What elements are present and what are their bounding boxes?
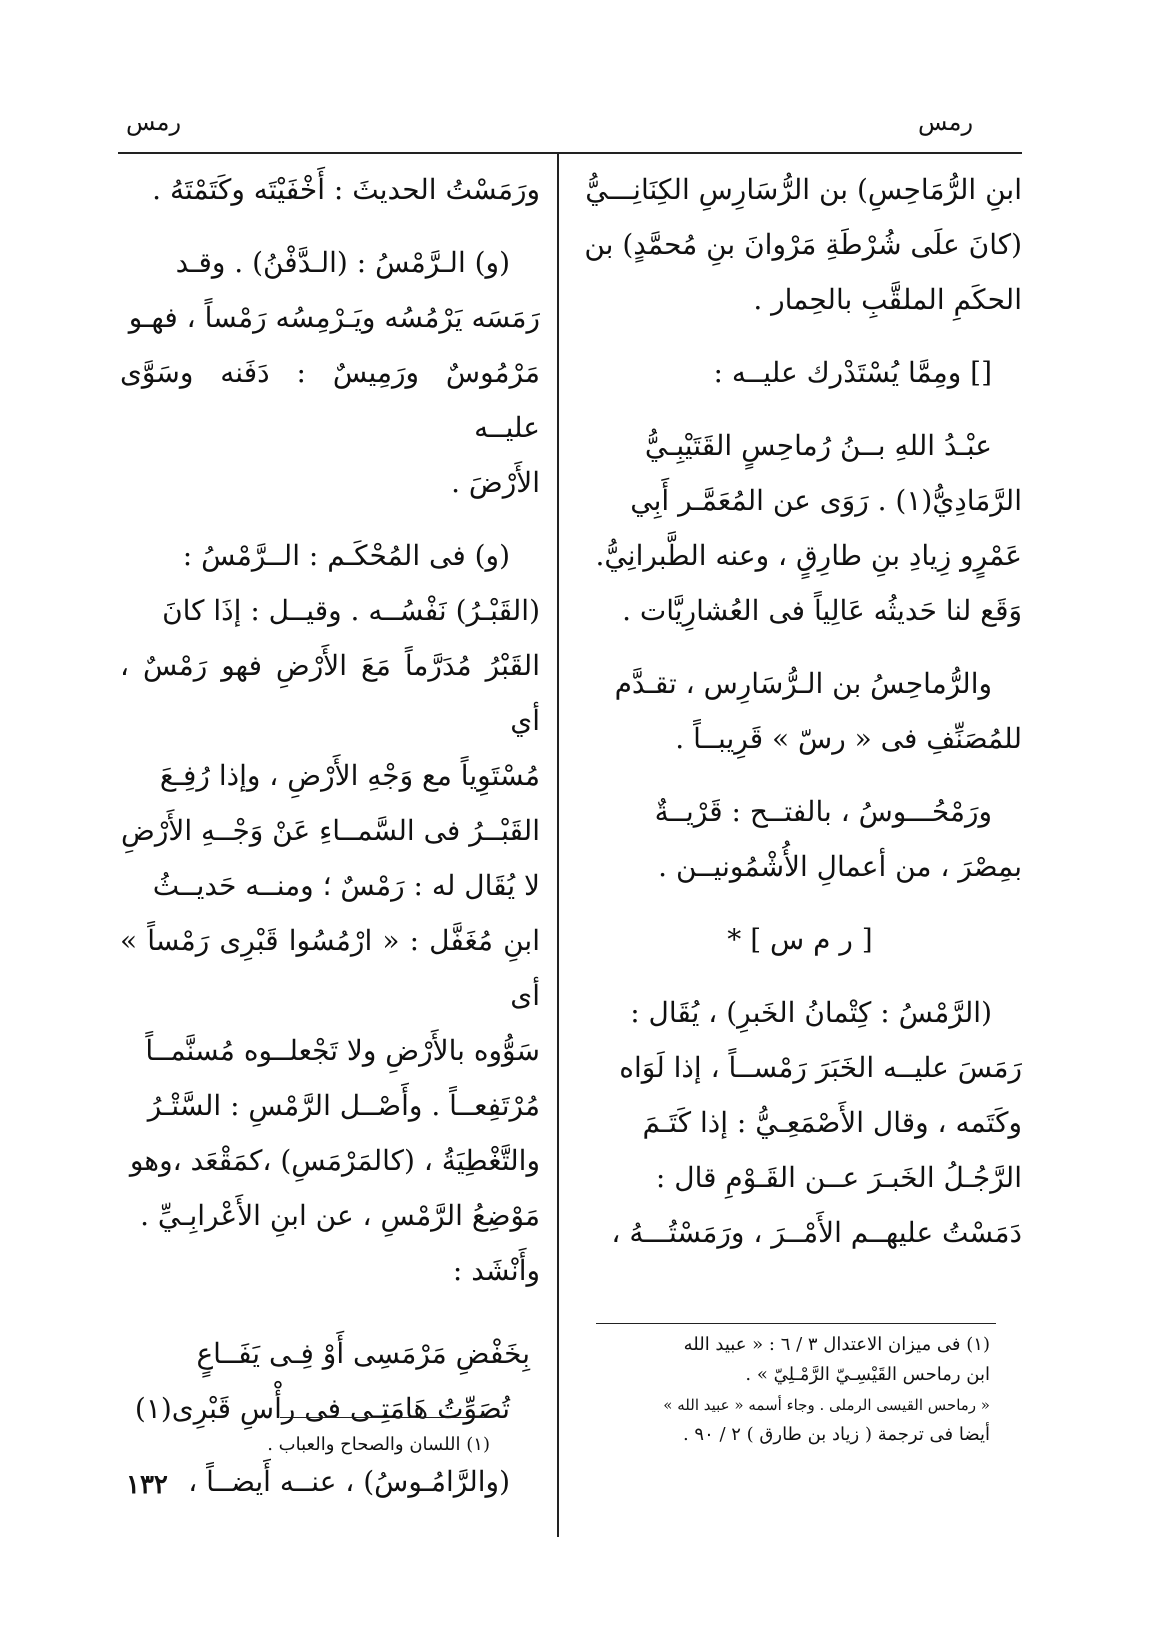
text-line: ابنِ مُغَفَّل : « ارْمُسُوا قَبْرِى رَمْساً » أى xyxy=(120,924,540,1012)
header-rule xyxy=(118,152,1022,154)
text-line: (كانَ علَى شُرْطَةِ مَرْوانَ بنِ مُحمَّدٍ) بن xyxy=(584,228,1022,261)
text-line: الحكَمِ الملقَّبِ بالحِمار . xyxy=(753,283,1022,316)
text-line: سَوُّوه بالأَرْضِ ولا تَجْعلــوه مُسنَّمــاً xyxy=(145,1034,540,1067)
text-line: رَمَسَ عليــه الخَبَرَ رَمْســاً ، إذا لَوَاه xyxy=(619,1051,1022,1084)
text-line: للمُصَنِّفِ فى « رسّ » قَرِيبــاً . xyxy=(675,722,1022,755)
text-line: ورَمَسْتُ الحديثَ : أَخْفَيْتَه وكَتَمْتَهُ . xyxy=(152,173,540,206)
text-line: مَوْضِعُ الرَّمْسِ ، عن ابنِ الأَعْرابِـيِّ . xyxy=(140,1199,540,1232)
text-line: الرَّجُـلُ الخَبـرَ عــن القَـوْمِ قال : xyxy=(655,1161,1022,1194)
text-line: وأَنْشَد : xyxy=(452,1254,540,1287)
text-line: (و) الـرَّمْسُ : (الـدَّفْنُ) . وقـد xyxy=(175,246,510,279)
footnote-line: أيضا فى ترجمة ( زياد بن طارق ) ٢ / ٩٠ . xyxy=(682,1424,990,1445)
footnote-rule-right xyxy=(596,1323,996,1324)
text-line: [] ومِمَّا يُسْتَدْرك عليــه : xyxy=(713,356,992,389)
text-line: الأَرْضَ . xyxy=(451,466,540,499)
text-line: لا يُقَال له : رَمْسٌ ؛ ومنــه حَديــثُ xyxy=(152,869,540,902)
text-line: والرُّماحِسُ بن الـرُّسَارِس ، تقـدَّم xyxy=(614,667,992,700)
text-line: وَقَع لنا حَديثُه عَالِياً فى العُشارِيَّات . xyxy=(622,594,1022,627)
footnote-line: « رماحس القيسى الرملى . وجاء أسمه « عبيد الله » xyxy=(663,1396,990,1414)
text-line: (الرَّمْسُ : كِتْمانُ الخَبرِ) ، يُقَال : xyxy=(630,996,992,1029)
page-number: ١٣٢ xyxy=(126,1470,168,1500)
footnote-right xyxy=(580,1330,990,1450)
text-line: القَبْــرُ فى السَّمــاءِ عَنْ وَجْــهِ الأَرْضِ xyxy=(121,814,540,847)
text-line: الرَّمَادِيُّ(١) . رَوَى عن المُعَمَّـر أَبِي xyxy=(630,484,1022,517)
text-line: (والرَّامُـوسُ) ، عنــه أَيضــاً ، xyxy=(188,1465,510,1498)
footnote-line: ابن رماحس القَيْسِـيّ الرَّمْـلِيّ » . xyxy=(745,1364,990,1385)
footnote-line: (١) فى ميزان الاعتدال ٣ / ٦ : « عبيد الله xyxy=(683,1334,990,1355)
text-line: وكَتَمه ، وقال الأَصْمَعِـيُّ : إذا كَتَـمَ xyxy=(642,1106,1022,1139)
text-line: دَمَسْتُ عليهــم الأَمْــرَ ، ورَمَسْتُـــهُ ، xyxy=(611,1216,1022,1249)
left-column xyxy=(120,162,540,1509)
footnote-rule-left xyxy=(280,1417,490,1418)
running-head-right: رمس xyxy=(918,108,974,136)
text-line: مَرْمُوسٌ ورَمِيسٌ : دَفَنه وسَوَّى عليــه xyxy=(120,356,540,444)
entry-heading: [ ر م س ] * xyxy=(727,923,873,956)
text-line: والتَّغْطِيَةُ ، (كالمَرْمَسِ) ،كمَقْعَد ،وهو xyxy=(129,1144,540,1177)
poem-verse: بِخَفْضِ مَرْمَسِى أَوْ فِـى يَفَــاعٍ xyxy=(196,1337,530,1370)
running-head-left: رمس xyxy=(126,108,182,136)
text-line: مُسْتَوِياً مع وَجْهِ الأَرْضِ ، وإذا رُفِـعَ xyxy=(159,759,540,792)
text-line: عبْـدُ اللهِ بــنُ رُماحِسٍ القَتَيْبِـيُّ xyxy=(644,429,992,462)
right-column xyxy=(578,162,1022,1260)
column-divider xyxy=(557,152,559,1537)
text-line: بمِصْرَ ، من أعمالِ الأُشْمُونيــن . xyxy=(658,850,1022,883)
text-line: ابنِ الرُّمَاحِسِ) بن الرُّسَارِسِ الكِنَانِـــيُّ xyxy=(585,173,1022,206)
text-line: عَمْرٍو زِيادِ بنِ طارِقٍ ، وعنه الطَّبرانِيُّ. xyxy=(595,539,1022,572)
text-line: (و) فى المُحْكَـم : الــرَّمْسُ : xyxy=(182,539,510,572)
text-line: ورَمْحُـــوسُ ، بالفتــح : قَرْيــةٌ xyxy=(654,795,992,828)
poem-verse: تُصَوِّتُ هَامَتِـى فى رأْسِ قَبْرِى(١) xyxy=(134,1392,510,1425)
text-line: مُرْتَفِعــاً . وأَصْــل الرَّمْسِ : السَّتْـرُ xyxy=(147,1089,540,1122)
text-line: القَبْرُ مُدَرَّماً مَعَ الأَرْضِ فهو رَمْسٌ ، أي xyxy=(120,649,540,737)
text-line: رَمَسَه يَرْمُسُه ويَـرْمِسُه رَمْساً ، فهـو xyxy=(128,301,540,334)
text-line: (القَبْـرُ) نَفْسُــه . وقيــل : إذَا كانَ xyxy=(162,594,540,627)
footnote-left: (١) اللسان والصحاح والعباب . xyxy=(267,1434,490,1455)
